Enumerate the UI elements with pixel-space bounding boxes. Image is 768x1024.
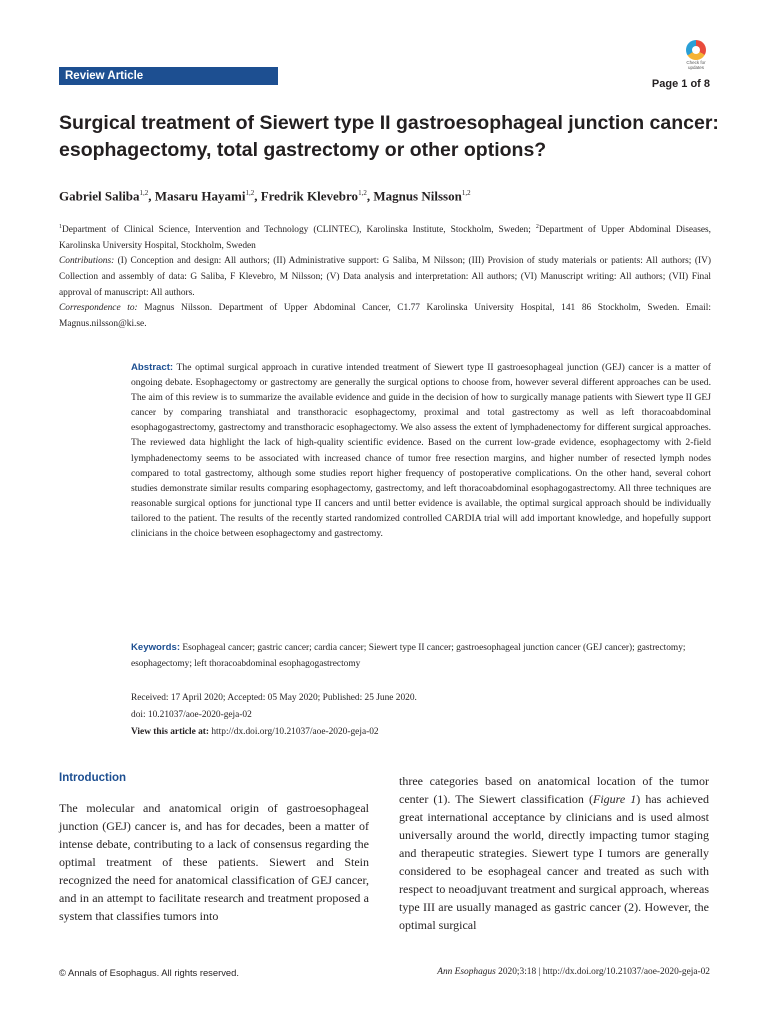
abstract-text: The optimal surgical approach in curative intended treatment of Siewert type II gastroesophageal junction (GEJ) cancer is a matter of ongoing debate. Esophagectomy or gastrectomy are generally the surgical options to choose from, however several different approaches can be used. The aim of this review is to summarize the available evidence and guide in the decision of how to surgically manage patients with Siewert type II GEJ cancer by comparing transhiatal and transthoracic esophagectomy, proximal and total gastrectomy as well as left thoracoabdominal esophagogastrectomy, gastrectomy and transthoracic esophagectomy. We also assess the extent of lymphadenectomy for different surgical approaches. The reviewed data highlight the lack of high-quality scientific evidence. Based on the current low-grade evidence, esophagectomy with 2-field lymphadenectomy seems to be associated with increased chance of tumor free resection margins, and higher number of resected lymph nodes compared to total gastrectomy, although some studies report higher frequency of postoperative complications. On the other hand, several cohort studies demonstrate similar results comparing esophagectomy, gastrectomy, and left thoracoabdominal esophagogastrectomy. All three techniques are reasonable surgical options for junctional type II cancers and until better evidence is available, the optimal surgical approach should be individually tailored to the patient. The results of the recently started randomized controlled CARDIA trial will add important knowledge, and hopefully support clinicians in the choice between esophagectomy and gastrectomy. bbox=[131, 362, 711, 540]
footer-copyright: © Annals of Esophagus. All rights reserved. bbox=[59, 967, 239, 978]
affiliation-text: Department of Clinical Science, Intervention and Technology (CLINTEC), Karolinska Institute, Stockholm, Sweden; bbox=[62, 225, 536, 236]
check-updates-icon bbox=[686, 40, 706, 60]
keywords-text: Esophageal cancer; gastric cancer; cardia cancer; Siewert type II cancer; gastroesophageal junction cancer (GEJ cancer); gastrectomy; esophagectomy; left thoracoabdominal esophagogastrectomy bbox=[131, 643, 686, 669]
article-title: Surgical treatment of Siewert type II gastroesophageal junction cancer: esophagectomy, total gastrectomy or other options? bbox=[59, 112, 719, 161]
dates-line: Received: 17 April 2020; Accepted: 05 May 2020; Published: 25 June 2020. bbox=[131, 693, 417, 703]
figure-reference-link[interactable]: Figure 1 bbox=[592, 792, 637, 806]
doi-line[interactable]: doi: 10.21037/aoe-2020-geja-02 bbox=[131, 710, 252, 720]
article-type-badge: Review Article bbox=[59, 67, 278, 85]
author-affiliation-sup: 1,2 bbox=[139, 189, 149, 197]
footer-journal: Ann Esophagus bbox=[437, 967, 496, 977]
body-paragraph: The molecular and anatomical origin of gastroesophageal junction (GEJ) cancer is, and has for decades, been a matter of intense debate, contributing to a lack of consensus regarding the optimal treatment of these patients. Siewert and Stein recognized the need for anatomical classification of GEJ cancer, and in an attempt to facilitate research and treatment proposed a system that classifies tumors into bbox=[59, 801, 369, 923]
body-column-right bbox=[399, 772, 709, 934]
correspondence bbox=[59, 301, 711, 332]
affiliation-text: Department of Upper Abdominal Diseases, Karolinska University Hospital, Stockholm, Sweden bbox=[59, 225, 711, 251]
keywords-label: Keywords: bbox=[131, 642, 181, 653]
contributions bbox=[59, 254, 711, 301]
correspondence-text: Magnus Nilsson. Department of Upper Abdominal Cancer, C1.77 Karolinska University Hospital, 141 86 Stockholm, Sweden. Email: Magnus.nilsson@ki.se. bbox=[59, 303, 711, 329]
check-for-updates-badge[interactable] bbox=[680, 40, 712, 74]
affiliations-block bbox=[59, 220, 711, 332]
page-number: Page 1 of 8 bbox=[651, 78, 710, 90]
body-text: ) has achieved great international acceptance by clinicians and is used almost universally around the world, directly impacting tumor staging and therapeutic strategies. Siewert type I tumors are generally considered to be esophageal cancer and treated as such with respect to neoadjuvant treatment and surgical approach, whereas type III are usually managed as gastric cancer (2). However, the optimal surgical bbox=[399, 792, 710, 932]
contributions-label: Contributions: bbox=[59, 256, 115, 267]
body-column-left bbox=[59, 799, 369, 925]
author-separator: , bbox=[254, 188, 261, 204]
author-separator: , bbox=[366, 188, 374, 204]
affiliation-sup: 1 bbox=[59, 224, 62, 230]
affiliation-sup: 2 bbox=[535, 224, 539, 230]
abstract bbox=[131, 360, 711, 541]
correspondence-label: Correspondence to: bbox=[59, 303, 138, 314]
body-paragraph bbox=[399, 772, 709, 934]
footer-citation bbox=[437, 967, 710, 977]
author-list bbox=[59, 184, 719, 205]
author-affiliation-sup: 1,2 bbox=[461, 189, 471, 197]
author-name: Masaru Hayami bbox=[154, 188, 246, 204]
author-name: Magnus Nilsson bbox=[373, 188, 462, 204]
view-article-line[interactable] bbox=[131, 724, 711, 741]
contributions-text: (I) Conception and design: All authors; (II) Administrative support: G Saliba, M Nilsson; (III) Provision of study materials or patients: All authors; (IV) Collection and assembly of data: G Saliba, F Klevebro, M Nilsson; (V) Data analysis and interpretation: All authors; (VI) Manuscript writing: All authors; (VII) Final approval of manuscript: All authors. bbox=[59, 256, 711, 298]
abstract-label: Abstract: bbox=[131, 362, 174, 373]
footer-doi[interactable]: 2020;3:18 | http://dx.doi.org/10.21037/aoe-2020-geja-02 bbox=[495, 967, 710, 977]
section-heading-introduction: Introduction bbox=[59, 772, 127, 784]
author-separator: , bbox=[148, 188, 155, 204]
affiliations bbox=[59, 220, 711, 254]
author-affiliation-sup: 1,2 bbox=[358, 189, 367, 197]
publication-info bbox=[131, 690, 711, 741]
body-text: three categories based on anatomical location of the tumor center (1). The Siewert classification ( bbox=[399, 774, 709, 806]
author-name: Fredrik Klevebro bbox=[260, 188, 359, 204]
author-name: Gabriel Saliba bbox=[59, 188, 140, 204]
author-affiliation-sup: 1,2 bbox=[245, 189, 255, 197]
keywords bbox=[131, 640, 711, 672]
check-updates-label: Check for updates bbox=[686, 60, 706, 70]
view-article-link[interactable]: http://dx.doi.org/10.21037/aoe-2020-geja-02 bbox=[209, 727, 379, 737]
view-article-label: View this article at: bbox=[131, 727, 210, 737]
